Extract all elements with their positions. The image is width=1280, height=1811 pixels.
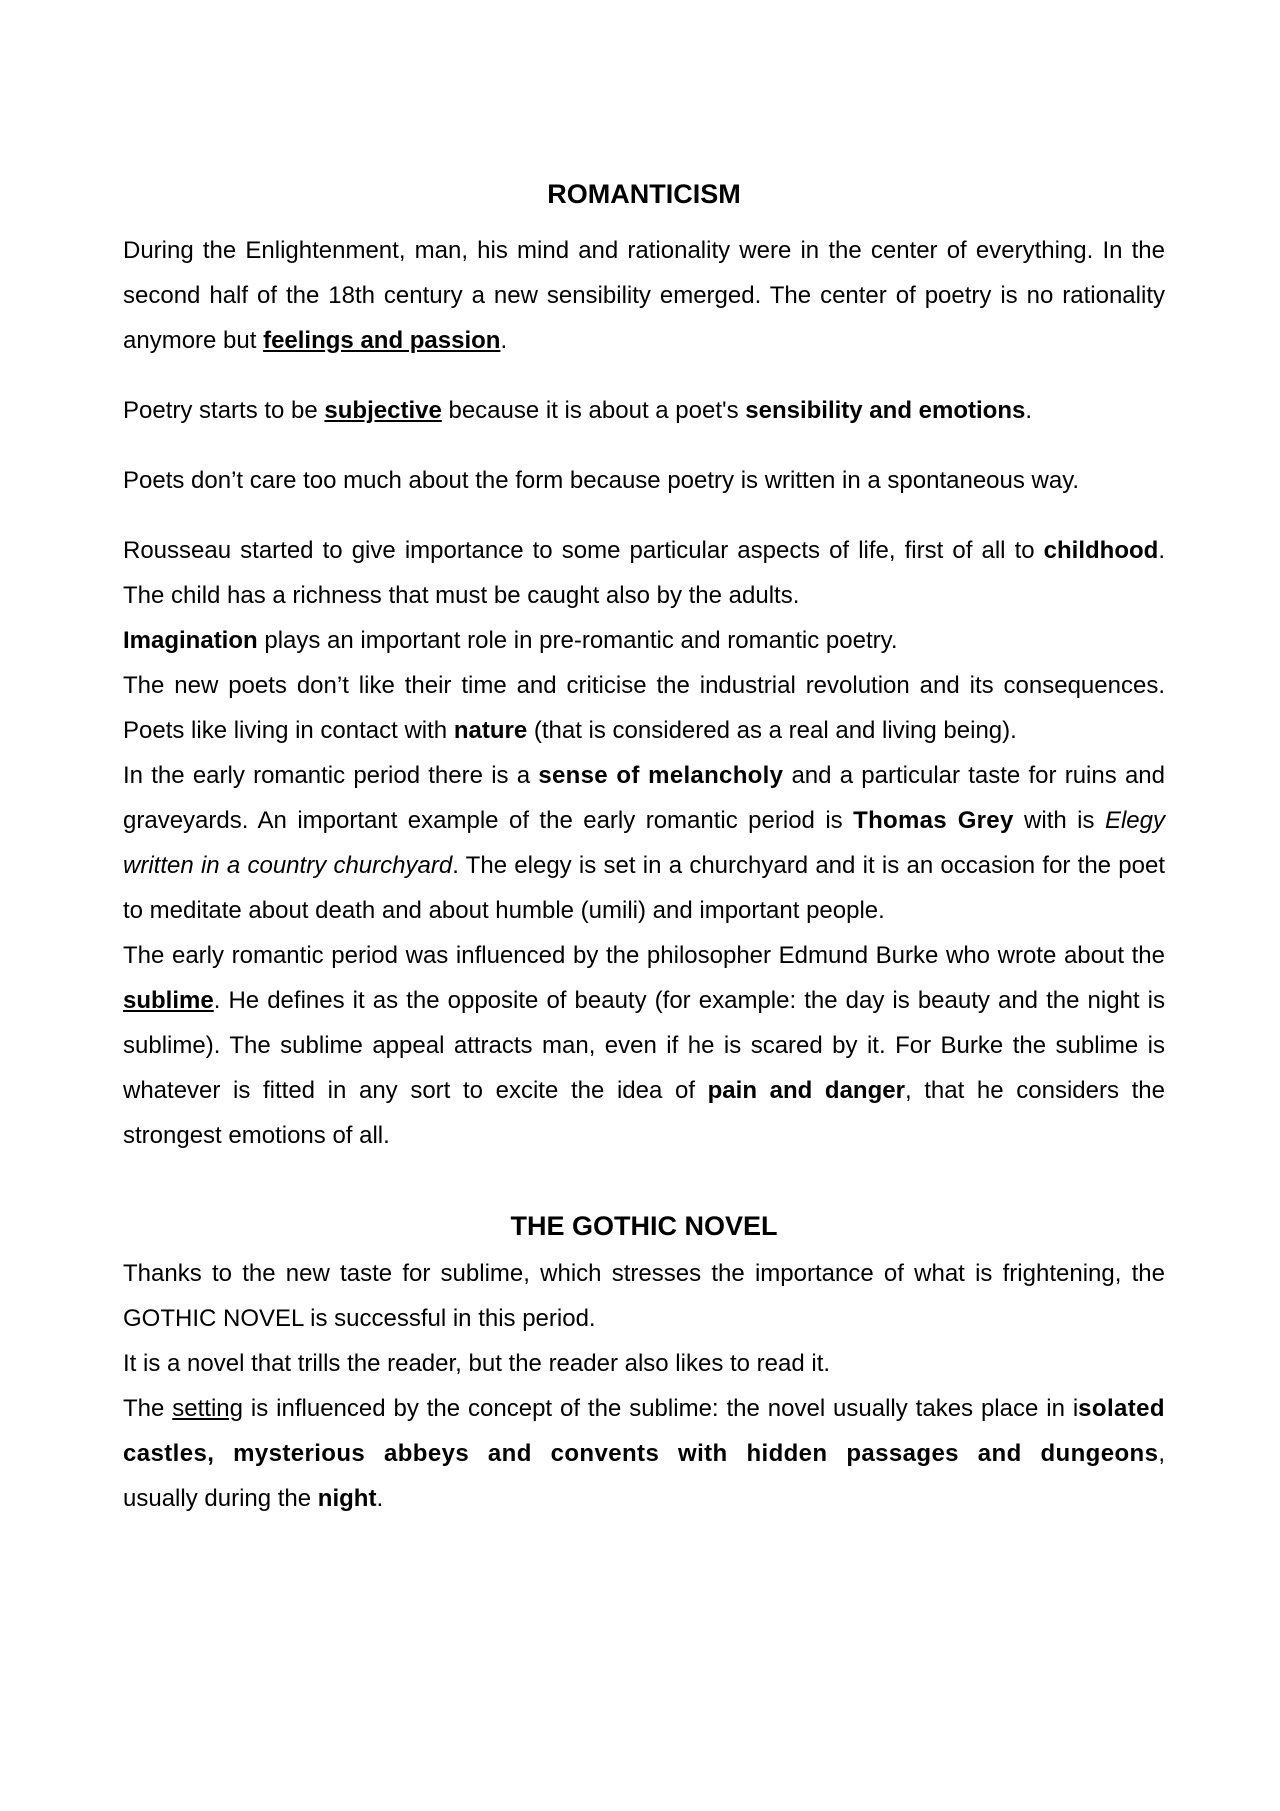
paragraph-gothic-reader: It is a novel that trills the reader, but the reader also likes to read it. bbox=[123, 1350, 831, 1378]
title-gothic-novel: THE GOTHIC NOVEL bbox=[510, 1210, 778, 1241]
paragraph-melancholy: In the early romantic period there is a sense of melancholy and a particular taste for ruins and graveyards. An important example of the early romantic period is Thomas Grey with is Elegy written in a country churchyard. The elegy is set in a churchyard and it is an occasion for the poet to meditate about death and about humble (umili) and important people. bbox=[123, 761, 1166, 924]
keyword-setting: setting bbox=[172, 1395, 243, 1423]
keyword-subjective: subjective bbox=[324, 396, 442, 424]
paragraph-gothic-setting: The setting is influenced by the concept of the sublime: the novel usually takes place in isolated castles, mysterious abbeys and convents with hidden passages and dungeons, usually during the night. bbox=[123, 1395, 1165, 1513]
paragraph-gothic-intro: Thanks to the new taste for sublime, which stresses the importance of what is frightening, the GOTHIC NOVEL is successful in this period. bbox=[123, 1260, 1165, 1333]
paragraph-subjective: Poetry starts to be subjective because it is about a poet's sensibility and emotions. bbox=[123, 396, 1032, 424]
paragraph-imagination: Imagination plays an important role in pre-romantic and romantic poetry. bbox=[123, 626, 898, 654]
keyword-pain-and-danger: pain and danger bbox=[707, 1076, 905, 1104]
paragraph-form: Poets don’t care too much about the form because poetry is written in a spontaneous way. bbox=[123, 466, 1080, 494]
keyword-feelings-and-passion: feelings and passion bbox=[263, 326, 501, 354]
paragraph-sublime: The early romantic period was influenced by the philosopher Edmund Burke who wrote about the sublime. He defines it as the opposite of beauty (for example: the day is beauty and the night is sublime). The sublime appeal attracts man, even if he is scared by it. For Burke the sublime is whatever is fitted in any sort to excite the idea of pain and danger, that he considers the strongest emotions of all. bbox=[123, 941, 1165, 1149]
keyword-nature: nature bbox=[453, 716, 528, 744]
keyword-melancholy: sense of melancholy bbox=[538, 761, 784, 789]
paragraph-enlightenment: During the Enlightenment, man, his mind and rationality were in the center of everything. In the second half of the 18th century a new sensibility emerged. The center of poetry is no rationality anymore but feelings and passion. bbox=[123, 236, 1165, 354]
keyword-imagination: Imagination bbox=[123, 626, 258, 654]
keyword-thomas-grey: Thomas Grey bbox=[853, 806, 1014, 834]
keyword-sensibility: sensibility and emotions bbox=[745, 396, 1026, 424]
keyword-sublime: sublime bbox=[123, 986, 214, 1014]
keyword-castles: solated castles, mysterious abbeys and convents with hidden passages and dungeons bbox=[123, 1395, 1165, 1468]
paragraph-rousseau: Rousseau started to give importance to some particular aspects of life, first of all to childhood. The child has a richness that must be caught also by the adults. bbox=[123, 536, 1165, 609]
paragraph-nature: The new poets don’t like their time and criticise the industrial revolution and its consequences. Poets like living in contact with nature (that is considered as a real and living being). bbox=[123, 671, 1165, 744]
document-page bbox=[123, 160, 1165, 1521]
title-romanticism: ROMANTICISM bbox=[547, 179, 741, 209]
title-elegy: Elegy written in a country churchyard bbox=[123, 806, 1165, 879]
keyword-childhood: childhood bbox=[1043, 536, 1159, 564]
keyword-night: night bbox=[317, 1485, 377, 1513]
